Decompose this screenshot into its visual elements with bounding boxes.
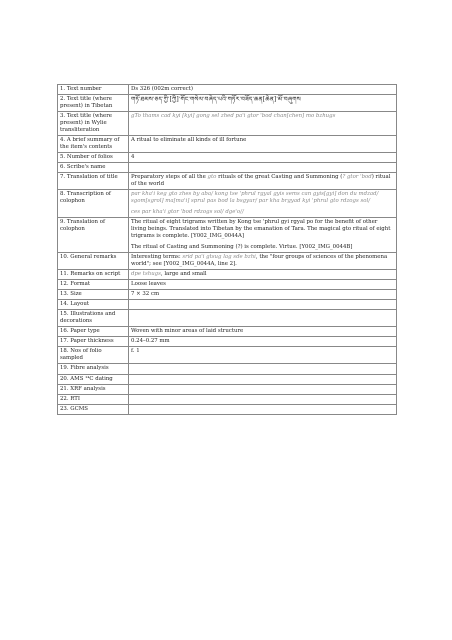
row-value: f. 1 (129, 347, 397, 364)
row-value (129, 384, 397, 394)
text-run: Preparatory steps of all the (131, 174, 208, 181)
row-value: 0.24–0.27 mm (129, 337, 397, 347)
table-row (58, 190, 397, 218)
row-label: 3. Text title (where present) in Wylie transliteration (58, 112, 129, 136)
table-row (58, 374, 397, 384)
row-label: 1. Text number (58, 85, 129, 95)
row-label: 8. Transcription of colophon (58, 190, 129, 218)
colophon-translation (129, 218, 397, 253)
text-run: , the "four groups of sciences of the phenomena world"; see [Y002_IMG_0044A, line 2]. (131, 254, 388, 268)
row-value (129, 394, 397, 404)
row-value (129, 374, 397, 384)
colophon-part: par kha'i keg gto zhes by aba/ kong tse 'phrul rgyal gyis sems can gyis[gyi] don du mdzad/ sgom[sgrol] ma[ma'i] sprul pas bod la bsgyur/ par kha brgyad kyi 'phrul gto rdzogs sol/ (131, 191, 379, 205)
row-label: 12. Format (58, 280, 129, 290)
table-row (58, 327, 397, 337)
row-value (129, 310, 397, 327)
text-run: Interesting terms: (131, 254, 183, 261)
table-row (58, 394, 397, 404)
row-label: 6. Scribe's name (58, 163, 129, 173)
table-row (58, 280, 397, 290)
table-row (58, 290, 397, 300)
general-remarks (129, 253, 397, 270)
text-run-italic: dpe tshugs (131, 271, 161, 278)
table-row (58, 163, 397, 173)
table-row (58, 310, 397, 327)
row-label: 15. Illustrations and decorations (58, 310, 129, 327)
row-value: 4 (129, 153, 397, 163)
table-row (58, 218, 397, 253)
row-value: Loose leaves (129, 280, 397, 290)
table-row (58, 347, 397, 364)
row-label: 22. RTI (58, 394, 129, 404)
table-row (58, 153, 397, 163)
table-row (58, 253, 397, 270)
text-run-italic: srid pa'i gtsug lag sde bzhi (182, 254, 256, 261)
table-row (58, 112, 397, 136)
text-run-italic: ? gtor 'bod (342, 174, 372, 181)
row-value: 7 × 32 cm (129, 290, 397, 300)
row-label: 18. Nos of folio sampled (58, 347, 129, 364)
table-row (58, 95, 397, 112)
row-label: 10. General remarks (58, 253, 129, 270)
row-value (129, 404, 397, 414)
colophon-part: The ritual of Casting and Summoning (?) is complete. Virtue. [Y002_IMG_0044B] (131, 244, 353, 251)
colophon-transcription (129, 190, 397, 218)
table-row (58, 300, 397, 310)
row-label: 21. XRF analysis (58, 384, 129, 394)
row-label: 13. Size (58, 290, 129, 300)
text-run: ) ritual of the world (131, 174, 391, 188)
row-value (129, 364, 397, 374)
table-row (58, 404, 397, 414)
row-label: 11. Remarks on script (58, 270, 129, 280)
row-value (129, 163, 397, 173)
table-row (58, 364, 397, 374)
table-row (58, 337, 397, 347)
row-label: 19. Fibre analysis (58, 364, 129, 374)
row-label: 17. Paper thickness (58, 337, 129, 347)
row-label: 20. AMS ¹⁴C dating (58, 374, 129, 384)
row-value (129, 300, 397, 310)
text-run: , large and small (160, 271, 207, 278)
table-row (58, 384, 397, 394)
colophon-part: The ritual of eight trigrams written by Kong tse 'phrul gyi rgyal po for the benefit of other living beings. Translated into Tibetan by the emanation of Tara. The magical gto ritual of eight trigrams is complete. [Y002_IMG_0044A] (131, 219, 391, 240)
row-value: Woven with minor areas of laid structure (129, 327, 397, 337)
colophon-part: ces par kha'i gtor 'bod rdzogs sol/ dge'o// (131, 209, 244, 216)
table-row (58, 173, 397, 190)
table-row (58, 270, 397, 280)
text-run: rituals of the great Casting and Summoning ( (216, 174, 343, 181)
row-label: 5. Number of folios (58, 153, 129, 163)
tibetan-title: གཏོ་ཐམས་ཅད་ཀྱི་[ཀྱི]་གོང་གསེལ་བཞེད་པའི་གཏོར་བཟོད་ཆན[ཆེན]་མོ་བཞུགས (129, 95, 397, 112)
table-row (58, 136, 397, 153)
row-label: 23. GCMS (58, 404, 129, 414)
script-remarks (129, 270, 397, 280)
row-label: 7. Translation of title (58, 173, 129, 190)
row-label: 2. Text title (where present) in Tibetan (58, 95, 129, 112)
row-label: 9. Translation of colophon (58, 218, 129, 253)
row-label: 14. Layout (58, 300, 129, 310)
catalogue-table (57, 84, 397, 415)
text-run-italic: gto (207, 174, 217, 181)
row-value: Ds 326 (002m correct) (129, 85, 397, 95)
table-row (58, 85, 397, 95)
title-translation (129, 173, 397, 190)
wylie-title: gTo thams cad kyi [kyi] gong sel zhed pa'i gtor 'bod chan[chen] mo bzhugs (129, 112, 397, 136)
row-value: A ritual to eliminate all kinds of ill fortune (129, 136, 397, 153)
row-label: 16. Paper type (58, 327, 129, 337)
row-label: 4. A brief summary of the item's contents (58, 136, 129, 153)
